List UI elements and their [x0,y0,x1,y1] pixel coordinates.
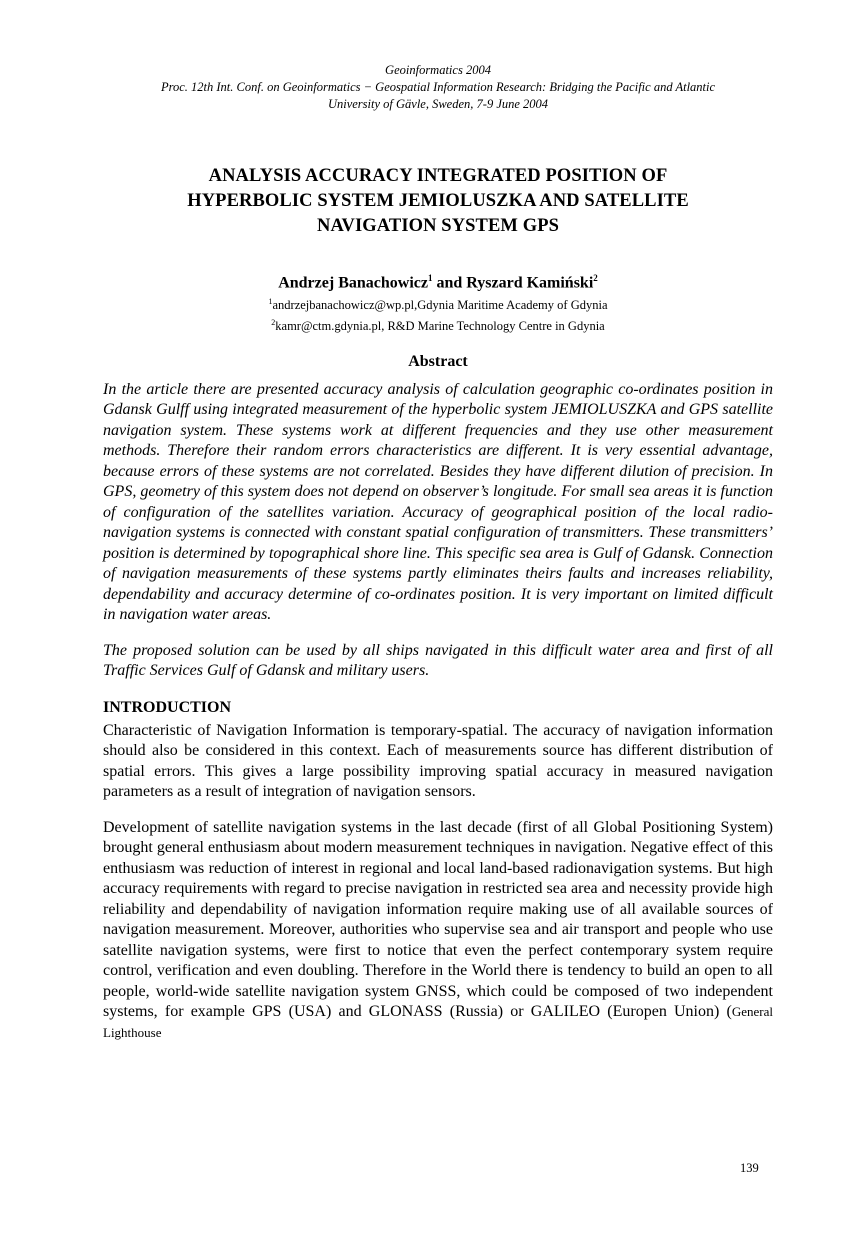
author-conjunction: and [432,274,467,292]
conference-header [103,62,773,113]
conference-name: Geoinformatics 2004 [385,63,491,77]
introduction-paragraph-2-text: Development of satellite navigation systems in the last decade (first of all Global Positioning System) brought general enthusiasm about modern measurement techniques in navigation. Negative effect of this enthusiasm was reduction of interest in regional and local land-based radionavigation systems. But high accuracy requirements with regard to precise navigation in restricted sea area and necessity provide high reliability and dependability of navigation information require making use of all available sources of navigation measurement. Moreover, authorities who supervise sea and air transport and people who use satellite navigation systems, were first to notice that even the perfect contemporary system require control, verification and even doubling. Therefore in the World there is tendency to build an open to all people, world-wide satellite navigation system GNSS, which could be composed of two independent systems, for example GPS (USA) and GLONASS (Russia) or GALILEO (Europen Union) ( [103,818,773,1021]
page-number: 139 [740,1161,759,1175]
author-1-marker: 1 [427,273,433,283]
author-list [103,268,773,293]
affiliation-text: andrzejbanachowicz@wp.pl,Gdynia Maritime Academy of Gdynia [272,298,608,313]
title-line-2: HYPERBOLIC SYSTEM JEMIOLUSZKA AND SATELLITE [187,191,689,211]
author-1: Andrzej Banachowicz [278,274,428,292]
introduction-heading: INTRODUCTION [103,698,232,716]
citation-fragment: General Lighthouse [103,1004,773,1040]
affiliation-1 [103,293,773,314]
author-2-marker: 2 [593,273,598,283]
title-line-3: NAVIGATION SYSTEM GPS [317,216,559,236]
affiliation-text: kamr@ctm.gdynia.pl, R&D Marine Technology Centre in Gdynia [275,319,605,334]
abstract-paragraph-1: In the article there are presented accuracy analysis of calculation geographic co-ordinates position in Gdansk Gulff using integrated measurement of the hyperbolic system JEMIOLUSZKA and GPS satellite navigation system. These systems work at different frequencies and they use other measurement methods. Therefore their random errors characteristics are different. It is very essential advantage, because errors of these systems are not correlated. Besides they have different dilution of precision. In GPS, geometry of this system does not depend on observer’s longitude. For small sea areas it is function of configuration of the satellites variation. Accuracy of geographical position of the local radio-navigation systems is connected with constant spatial configuration of transmitters. These transmitters’ position is determined by topographical shore line. This specific sea area is Gulf of Gdansk. Connection of navigation measurements of these systems partly eliminates theirs faults and increases reliability, dependability and accuracy determine of co-ordinates position. It is very important on limited difficult in navigation water areas. [103,380,773,624]
affiliation-marker: 1 [268,297,273,307]
conference-proceedings: Proc. 12th Int. Conf. on Geoinformatics − Geospatial Information Research: Bridging the Pacific and Atlantic [160,80,716,94]
paper-page [103,62,773,1043]
title-line-1: ANALYSIS ACCURACY INTEGRATED POSITION OF [208,166,668,186]
paper-title [103,164,773,239]
affiliation-marker: 2 [271,318,276,328]
affiliation-2 [103,314,773,335]
abstract-heading: Abstract [408,352,468,370]
conference-venue: University of Gävle, Sweden, 7-9 June 2004 [327,97,549,111]
introduction-paragraph-1: Characteristic of Navigation Information is temporary-spatial. The accuracy of navigation information should also be considered in this context. Each of measurements source has different distribution of spatial errors. This gives a large possibility improving spatial accuracy in measured navigation parameters as a result of integration of navigation sensors. [103,721,773,801]
introduction-paragraph-2 [103,818,773,1044]
abstract-paragraph-2: The proposed solution can be used by all ships navigated in this difficult water area and first of all Traffic Services Gulf of Gdansk and military users. [103,641,773,680]
author-2: Ryszard Kamiński [466,274,594,292]
abstract [103,380,773,682]
